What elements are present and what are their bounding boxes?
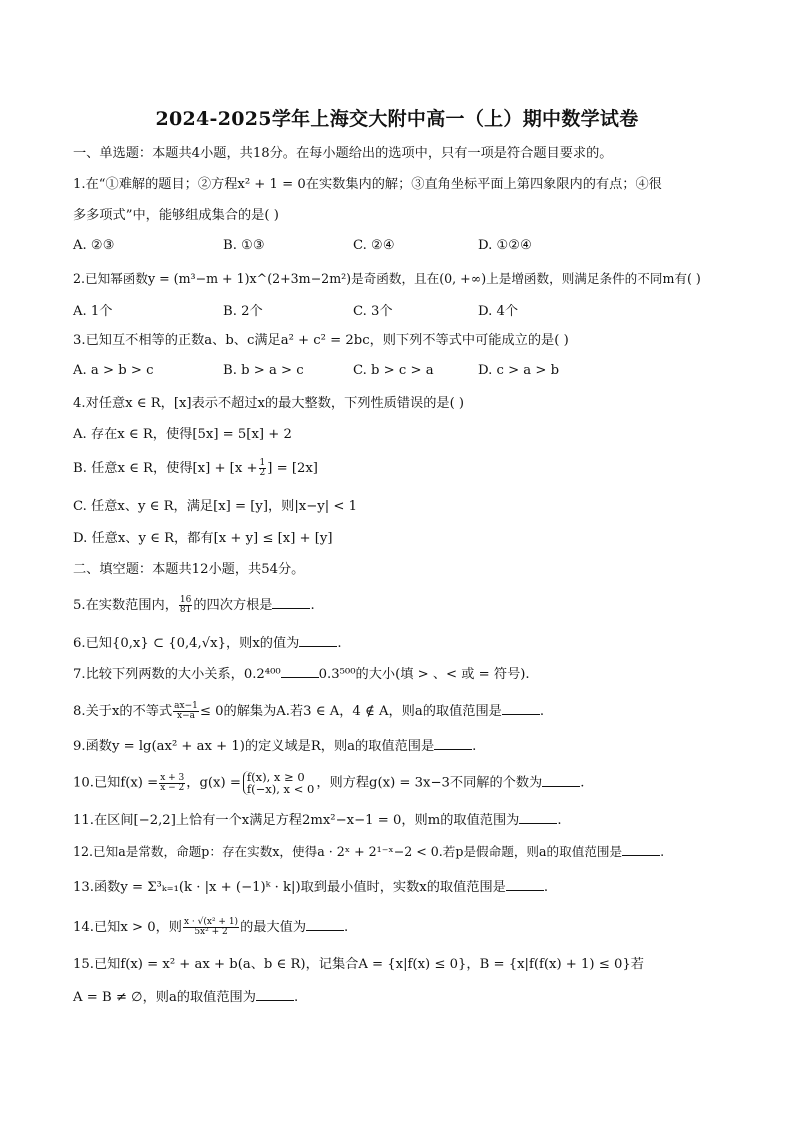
question-15-end: .	[293, 990, 299, 1005]
fraction	[159, 774, 185, 793]
question-13	[73, 878, 733, 897]
question-10-end: .	[580, 775, 585, 791]
option-c[interactable]: C. ②④	[353, 238, 395, 253]
question-11-end: .	[557, 813, 562, 828]
question-4-option-d[interactable]: D. 任意x、y ∈ R，都有[x + y] ≤ [x] + [y]	[73, 531, 333, 546]
question-13-text: 13.函数y = Σ³ₖ₌₁(k · |x + (−1)ᵏ · k|)取到最小值时，实数x的取值范围是	[73, 880, 506, 895]
answer-blank[interactable]	[256, 988, 294, 1001]
question-5-end: .	[310, 598, 315, 613]
question-10-text-2: ，g(x) =	[186, 775, 241, 791]
question-8	[73, 702, 733, 721]
fraction-numerator: x + 3	[160, 772, 185, 783]
question-9	[73, 737, 733, 756]
question-4-option-b[interactable]	[73, 459, 733, 478]
question-4-option-a[interactable]: A. 存在x ∈ R，使得[5x] = 5[x] + 2	[73, 427, 292, 442]
fraction	[173, 702, 199, 721]
question-6-end: .	[337, 636, 342, 651]
answer-blank[interactable]	[519, 811, 557, 824]
fraction	[259, 459, 267, 478]
question-15-line-1: 15.已知f(x) = x² + ax + b(a、b ∈ R)，记集合A = {x|f(x) ≤ 0}，B = {x|f(f(x) + 1) ≤ 0}若	[73, 957, 644, 972]
page-title: 2024-2025学年上海交大附中高一（上）期中数学试卷	[155, 108, 639, 130]
option-b-text-end: ] = [2x]	[267, 461, 318, 476]
question-14-text-2: 的最大值为	[240, 920, 307, 935]
answer-blank[interactable]	[542, 774, 580, 787]
question-1-line-1: 1.在“①难解的题目；②方程x² + 1 = 0在实数集内的解；③直角坐标平面上第四象限内的有点；④很	[73, 177, 662, 192]
option-d[interactable]: D. c > a > b	[478, 363, 560, 378]
answer-blank[interactable]	[299, 634, 337, 647]
question-2-line-1: 2.已知幂函数y = (m³−m + 1)x^(2+3m−2m²)是奇函数，且在(0, +∞)上是增函数，则满足条件的不同m有( )	[73, 271, 701, 286]
piecewise-brace	[243, 771, 314, 795]
question-9-end: .	[472, 739, 477, 754]
answer-blank[interactable]	[506, 878, 544, 891]
fraction-numerator: 16	[179, 595, 192, 605]
fraction-denominator: x−a	[177, 711, 195, 721]
question-8-end: .	[539, 704, 545, 719]
question-11-text: 11.在区间[−2,2]上恰有一个x满足方程2mx²−x−1 = 0，则m的取值范围为	[73, 813, 520, 828]
question-1-options	[73, 238, 733, 256]
question-15-text: A = B ≠ ∅，则a的取值范围为	[73, 990, 256, 1005]
question-7-text: 7.比较下列两数的大小关系，0.2⁴⁰⁰	[73, 667, 281, 682]
question-2-options	[73, 300, 733, 318]
fraction-numerator: ax−1	[174, 701, 198, 711]
question-14-text: 14.已知x > 0，则	[73, 920, 182, 935]
option-b-text: B. 任意x ∈ R，使得[x] + [x +	[73, 461, 258, 476]
question-6	[73, 634, 733, 653]
question-8-text-2: ≤ 0的解集为A.若3 ∈ A，4 ∉ A，则a的取值范围是	[199, 704, 502, 719]
option-d[interactable]: D. 4个	[478, 304, 519, 319]
question-15-line-2	[73, 988, 733, 1007]
question-12-text: 12.已知a是常数，命题p：存在实数x，使得a · 2ˣ + 2¹⁻ˣ−2 < 0.若p是假命题，则a的取值范围是	[73, 844, 623, 859]
answer-blank[interactable]	[272, 596, 310, 609]
option-b[interactable]: B. b > a > c	[223, 363, 304, 378]
fraction-denominator: x − 2	[160, 782, 185, 793]
section-heading-single-choice: 一、单选题：本题共4小题，共18分。在每小题给出的选项中，只有一项是符合题目要求的。	[73, 146, 613, 161]
fraction-denominator: 2	[259, 468, 266, 478]
fraction-denominator: 81	[179, 605, 192, 615]
question-10-text: 10.已知f(x) =	[73, 775, 159, 791]
question-5	[73, 596, 733, 615]
question-1-line-2: 多多项式”中，能够组成集合的是( )	[73, 208, 279, 223]
option-a[interactable]: A. 1个	[73, 304, 113, 319]
option-c[interactable]: C. 3个	[353, 304, 393, 319]
answer-blank[interactable]	[434, 737, 472, 750]
question-6-text: 6.已知{0,x} ⊂ {0,4,√x}，则x的值为	[73, 636, 300, 651]
fraction-numerator: x · √(x² + 1)	[183, 917, 239, 927]
question-10-text-3: ，则方程g(x) = 3x−3不同解的个数为	[316, 775, 543, 791]
question-12-end: .	[660, 844, 665, 859]
option-d[interactable]: D. ①②④	[478, 238, 532, 253]
question-7-text-2: 0.3⁵⁰⁰的大小(填 > 、< 或 = 符号).	[318, 667, 530, 682]
question-8-text: 8.关于x的不等式	[73, 704, 173, 719]
question-5-text: 5.在实数范围内，	[73, 598, 178, 613]
fraction	[183, 918, 239, 937]
answer-blank[interactable]	[622, 843, 660, 856]
fraction	[179, 596, 192, 615]
question-11	[73, 811, 733, 830]
option-a[interactable]: A. a > b > c	[73, 363, 154, 378]
piecewise-case-2: f(−x), x < 0	[246, 782, 315, 796]
answer-blank[interactable]	[281, 665, 319, 678]
question-3-line-1: 3.已知互不相等的正数a、b、c满足a² + c² = 2bc，则下列不等式中可能成立的是( )	[73, 333, 569, 348]
piecewise-case-1: f(x), x ≥ 0	[246, 770, 305, 784]
question-4-line-1: 4.对任意x ∈ R，[x]表示不超过x的最大整数，下列性质错误的是( )	[73, 396, 465, 411]
fraction-denominator: 5x² + 2	[194, 927, 228, 937]
answer-blank[interactable]	[306, 918, 344, 931]
question-5-text-2: 的四次方根是	[193, 598, 273, 613]
section-heading-fill-blank: 二、填空题：本题共12小题，共54分。	[73, 562, 305, 577]
option-a[interactable]: A. ②③	[73, 238, 115, 253]
question-4-option-c[interactable]: C. 任意x、y ∈ R，满足[x] = [y]，则|x−y| < 1	[73, 499, 358, 514]
answer-blank[interactable]	[502, 702, 540, 715]
fraction-numerator: 1	[259, 458, 266, 468]
question-12	[73, 843, 733, 861]
question-14-end: .	[344, 920, 349, 935]
question-9-text: 9.函数y = lg(ax² + ax + 1)的定义域是R，则a的取值范围是	[73, 739, 435, 754]
question-7	[73, 665, 733, 684]
option-c[interactable]: C. b > c > a	[353, 363, 434, 378]
question-14	[73, 918, 733, 937]
question-3-options	[73, 363, 733, 381]
question-13-end: .	[543, 880, 549, 895]
option-b[interactable]: B. ①③	[223, 238, 265, 253]
question-10	[73, 771, 733, 797]
option-b[interactable]: B. 2个	[223, 304, 263, 319]
